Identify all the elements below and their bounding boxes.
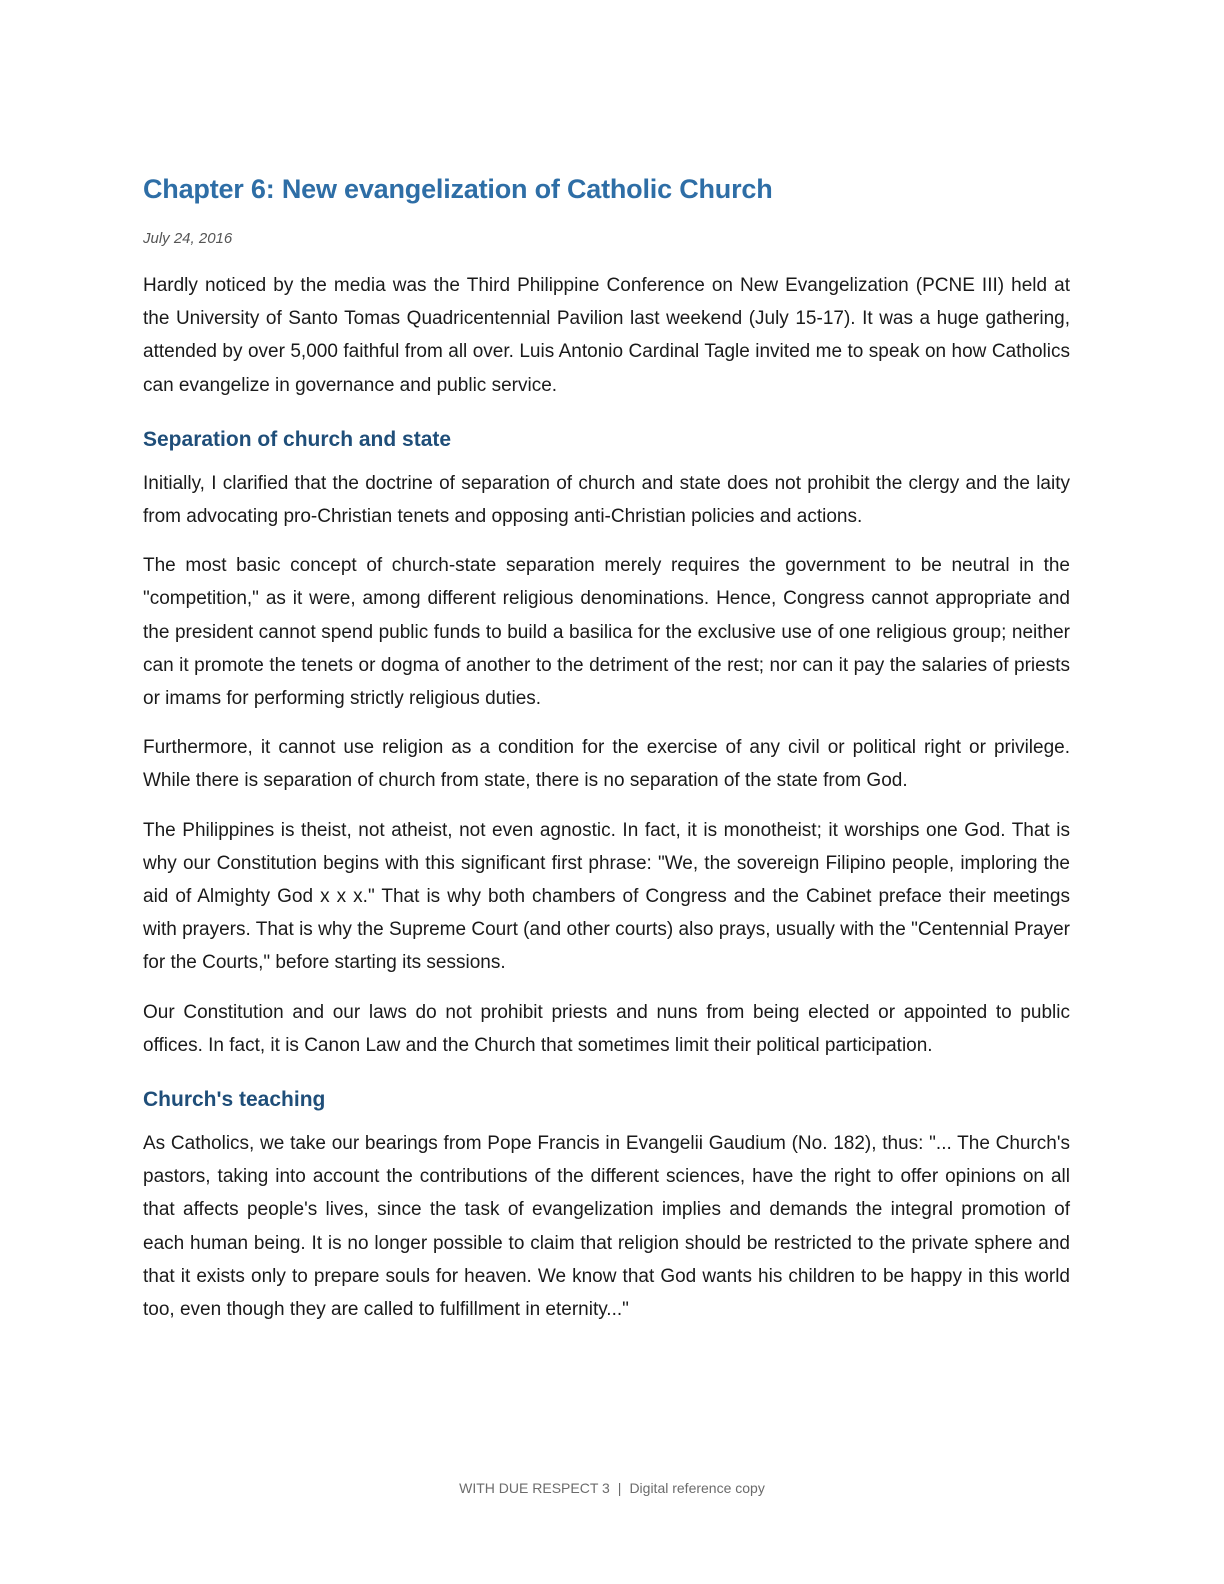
body-paragraph: The most basic concept of church-state separation merely requires the government to be neutral in the "competition," as it were, among different religious denominations. Hence, Congress cannot appropriate and the president cannot spend public funds to build a basilica for the exclusive use of one religious group; neither can it promote the tenets or dogma of another to the detriment of the rest; nor can it pay the salaries of priests or imams for performing strictly religious duties. xyxy=(143,555,1070,710)
body-paragraph: As Catholics, we take our bearings from Pope Francis in Evangelii Gaudium (No. 182), thus: "... The Church's pastors, taking into account the contributions of the different sciences, have the right to offer opinions on all that affects people's lives, since the task of evangelization implies and demands the integral promotion of each human being. It is no longer possible to claim that religion should be restricted to the private sphere and that it exists only to prepare souls for heaven. We know that God wants his children to be happy in this world too, even though they are called to fulfillment in eternity..." xyxy=(143,1133,1070,1321)
body-paragraph: The Philippines is theist, not atheist, not even agnostic. In fact, it is monotheist; it worships one God. That is why our Constitution begins with this significant first phrase: "We, the sovereign Filipino people, imploring the aid of Almighty God x x x." That is why both chambers of Congress and the Cabinet preface their meetings with prayers. That is why the Supreme Court (and other courts) also prays, usually with the "Centennial Prayer for the Courts," before starting its sessions. xyxy=(143,819,1070,974)
body-paragraph: Our Constitution and our laws do not prohibit priests and nuns from being elected or appointed to public offices. In fact, it is Canon Law and the Church that sometimes limit their political participation. xyxy=(143,1001,1070,1056)
page-footer xyxy=(0,1478,1224,1498)
footer-separator: | xyxy=(617,1480,622,1496)
intro-paragraph: Hardly noticed by the media was the Third Philippine Conference on New Evangelization (PCNE III) held at the University of Santo Tomas Quadricentennial Pavilion last weekend (July 15-17). It was a huge gathering, attended by over 5,000 faithful from all over. Luis Antonio Cardinal Tagle invited me to speak on how Catholics can evangelize in governance and public service. xyxy=(143,275,1070,396)
section-heading-church-teaching: Church's teaching xyxy=(143,1088,326,1112)
section-heading-separation: Separation of church and state xyxy=(143,427,452,451)
chapter-title: Chapter 6: New evangelization of Catholic Church xyxy=(143,174,773,204)
body-paragraph: Initially, I clarified that the doctrine of separation of church and state does not prohibit the clergy and the laity from advocating pro-Christian tenets and opposing anti-Christian policies and actions. xyxy=(143,472,1070,528)
body-paragraph: Furthermore, it cannot use religion as a condition for the exercise of any civil or political right or privilege. While there is separation of church from state, there is no separation of the state from God. xyxy=(143,737,1070,792)
publication-date: July 24, 2016 xyxy=(143,230,233,247)
footer-book-title: WITH DUE RESPECT 3 xyxy=(459,1480,610,1496)
footer-note: Digital reference copy xyxy=(629,1480,765,1496)
document-page xyxy=(143,170,1070,1326)
